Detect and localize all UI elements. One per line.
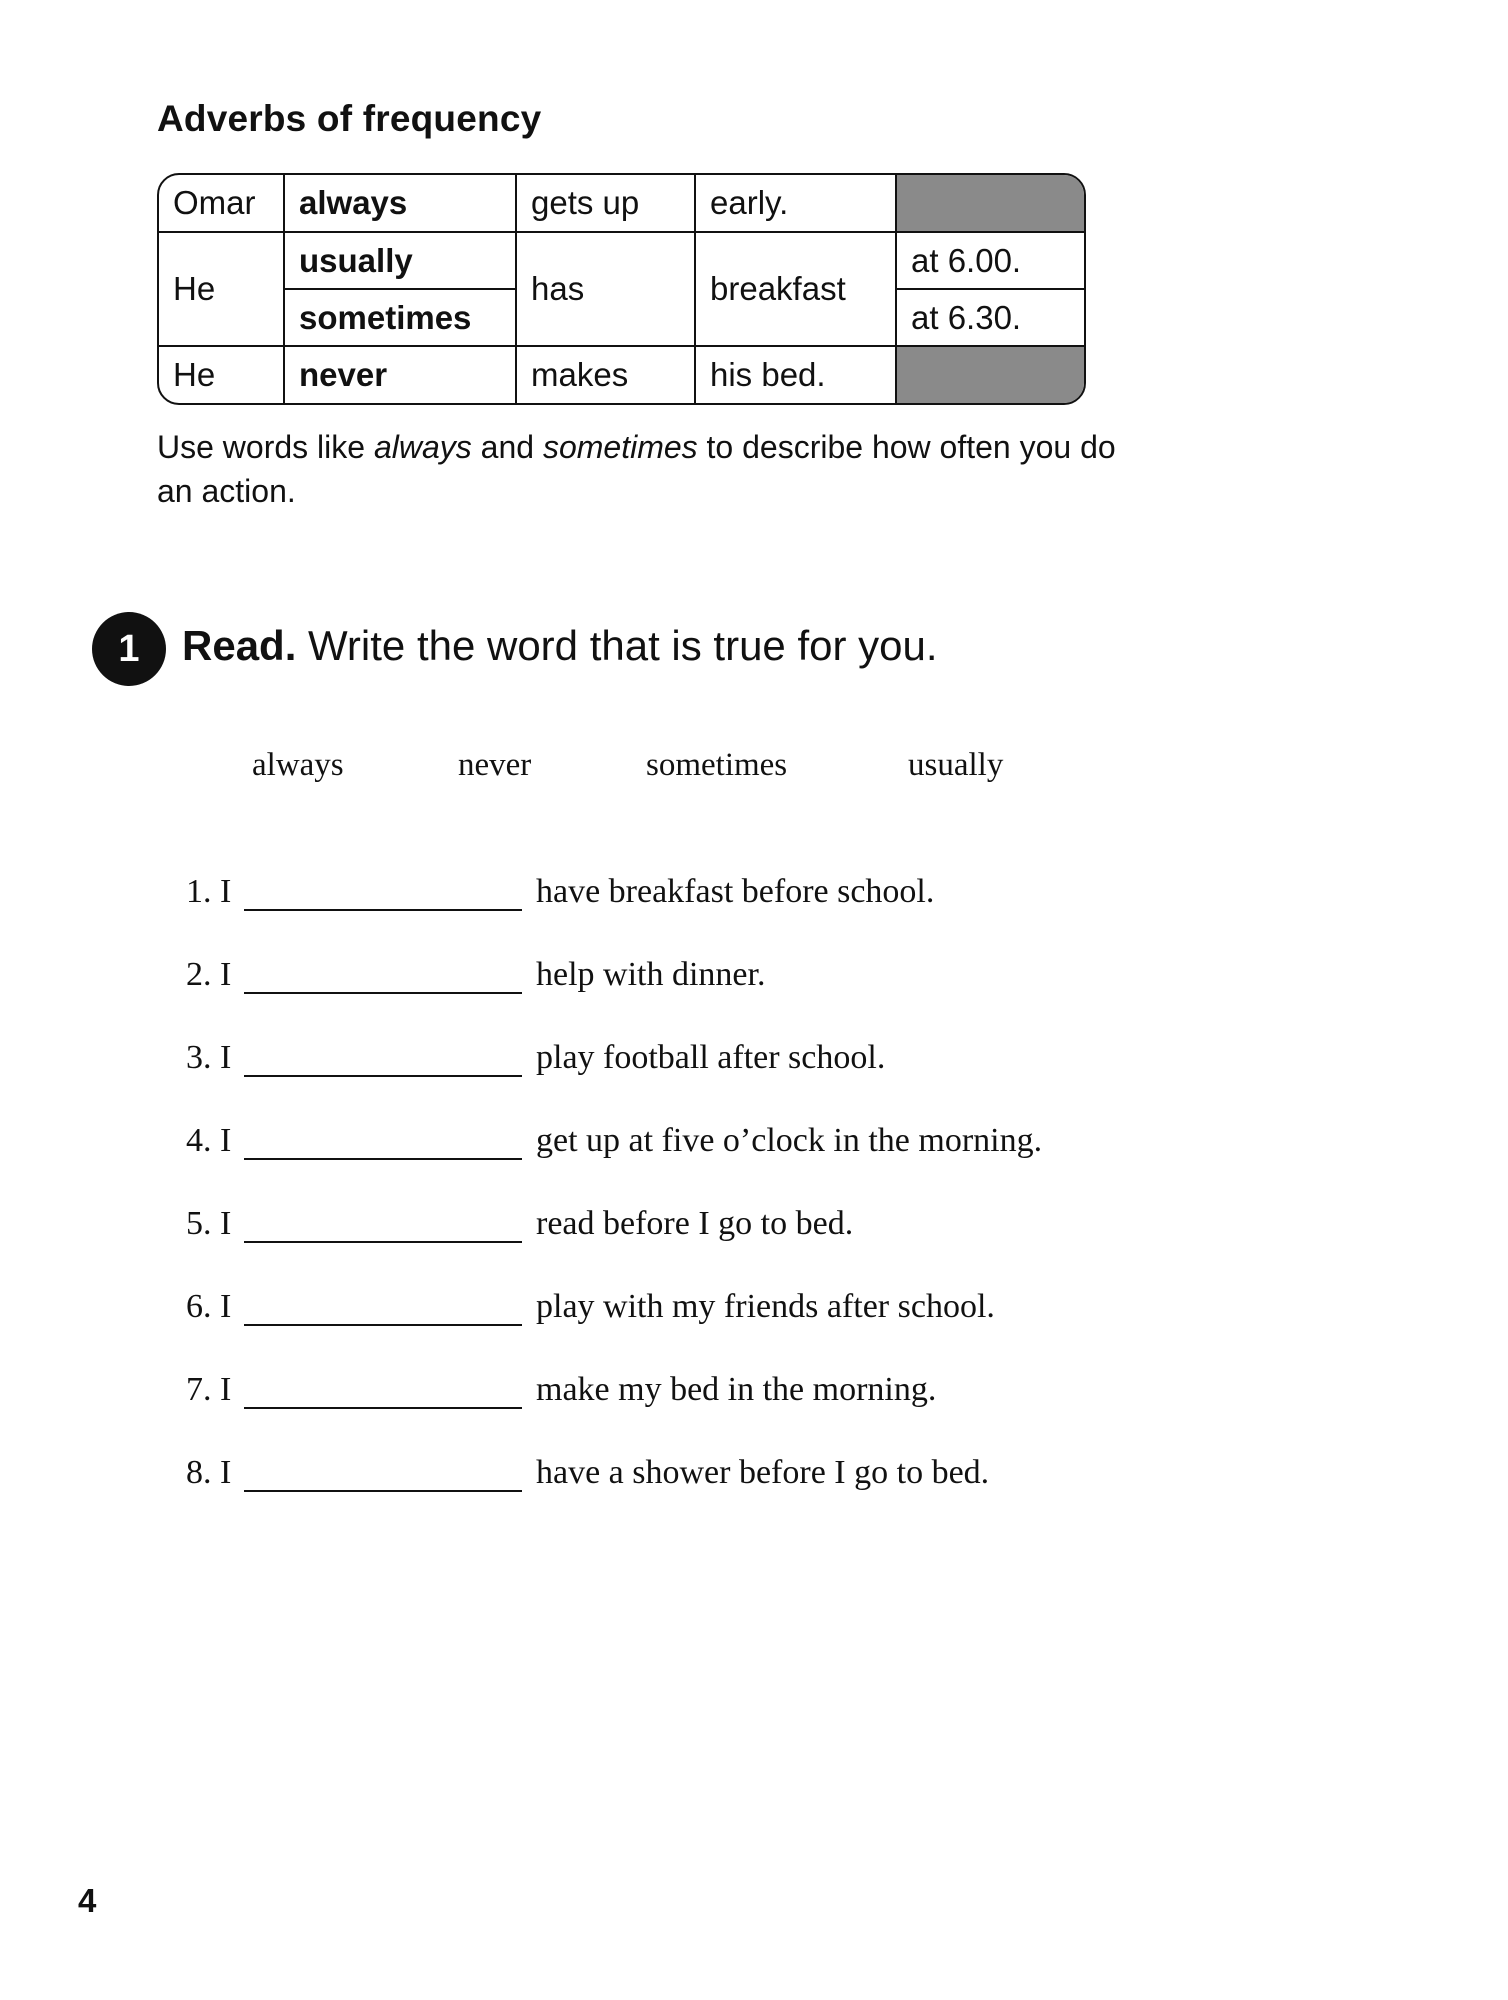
word-box xyxy=(190,725,1070,813)
word-option: always xyxy=(252,747,344,783)
note-text: Use words like xyxy=(157,429,374,465)
word-option: never xyxy=(458,747,532,783)
answer-blank[interactable] xyxy=(244,1324,522,1326)
exercise-item xyxy=(186,956,1186,1006)
table-cell-adverb: usually xyxy=(299,241,413,279)
item-number: 3. I xyxy=(186,1039,232,1076)
grammar-note xyxy=(157,425,1117,513)
table-cell-time: at 6.30. xyxy=(911,298,1022,336)
exercise-item xyxy=(186,1205,1186,1255)
item-sentence: read before I go to bed. xyxy=(536,1205,854,1242)
table-column-divider xyxy=(895,175,897,403)
item-number: 6. I xyxy=(186,1288,232,1325)
item-sentence: play football after school. xyxy=(536,1039,886,1076)
table-cell-subject: Omar xyxy=(173,184,256,221)
item-number: 4. I xyxy=(186,1122,232,1159)
instruction-text: Write the word that is true for you. xyxy=(296,622,938,669)
table-cell-verb: makes xyxy=(531,356,629,393)
grammar-table xyxy=(157,173,1086,405)
table-cell-verb: gets up xyxy=(531,184,640,221)
answer-blank[interactable] xyxy=(244,1158,522,1160)
exercise-instruction xyxy=(182,622,938,670)
table-cell-object: early. xyxy=(710,184,789,221)
answer-blank[interactable] xyxy=(244,1490,522,1492)
table-cell-subject: He xyxy=(173,270,216,307)
item-sentence: help with dinner. xyxy=(536,956,766,993)
item-sentence: make my bed in the morning. xyxy=(536,1371,937,1408)
exercise-number-badge: 1 xyxy=(92,612,166,686)
section-title: Adverbs of frequency xyxy=(157,98,542,139)
item-number: 2. I xyxy=(186,956,232,993)
table-cell-adverb: always xyxy=(299,184,408,221)
page-number: 4 xyxy=(78,1882,97,1919)
item-sentence: have a shower before I go to bed. xyxy=(536,1454,990,1491)
table-cell-subject: He xyxy=(173,356,216,393)
table-cell-time: at 6.00. xyxy=(911,241,1022,279)
item-number: 1. I xyxy=(186,873,232,910)
exercise-item xyxy=(186,1288,1186,1338)
note-example-word: always xyxy=(373,429,472,465)
item-number: 7. I xyxy=(186,1371,232,1408)
table-cell-object: breakfast xyxy=(710,270,846,307)
answer-blank[interactable] xyxy=(244,1075,522,1077)
item-sentence: have breakfast before school. xyxy=(536,873,935,910)
table-cell-adverb: never xyxy=(299,356,388,393)
exercise-item xyxy=(186,1454,1186,1504)
note-text: and xyxy=(471,429,543,465)
item-number: 8. I xyxy=(186,1454,232,1491)
shaded-cell-bottom xyxy=(895,346,1084,403)
note-text: to describe how often you do an action. xyxy=(157,429,1116,509)
word-option: usually xyxy=(908,747,1004,783)
answer-blank[interactable] xyxy=(244,909,522,911)
table-cell-object: his bed. xyxy=(710,356,826,393)
exercise-item xyxy=(186,1371,1186,1421)
item-sentence: play with my friends after school. xyxy=(536,1288,995,1325)
table-cell-verb: has xyxy=(531,270,585,307)
note-example-word: sometimes xyxy=(542,429,698,465)
instruction-verb: Read. xyxy=(182,622,297,669)
answer-blank[interactable] xyxy=(244,1241,522,1243)
exercise-item xyxy=(186,1122,1186,1172)
shaded-cell-top xyxy=(895,175,1084,232)
answer-blank[interactable] xyxy=(244,1407,522,1409)
table-cell-adverb: sometimes xyxy=(299,298,472,336)
item-number: 5. I xyxy=(186,1205,232,1242)
answer-blank[interactable] xyxy=(244,992,522,994)
item-sentence: get up at five o’clock in the morning. xyxy=(536,1122,1043,1159)
word-option: sometimes xyxy=(646,747,788,783)
exercise-item xyxy=(186,873,1186,923)
exercise-item xyxy=(186,1039,1186,1089)
